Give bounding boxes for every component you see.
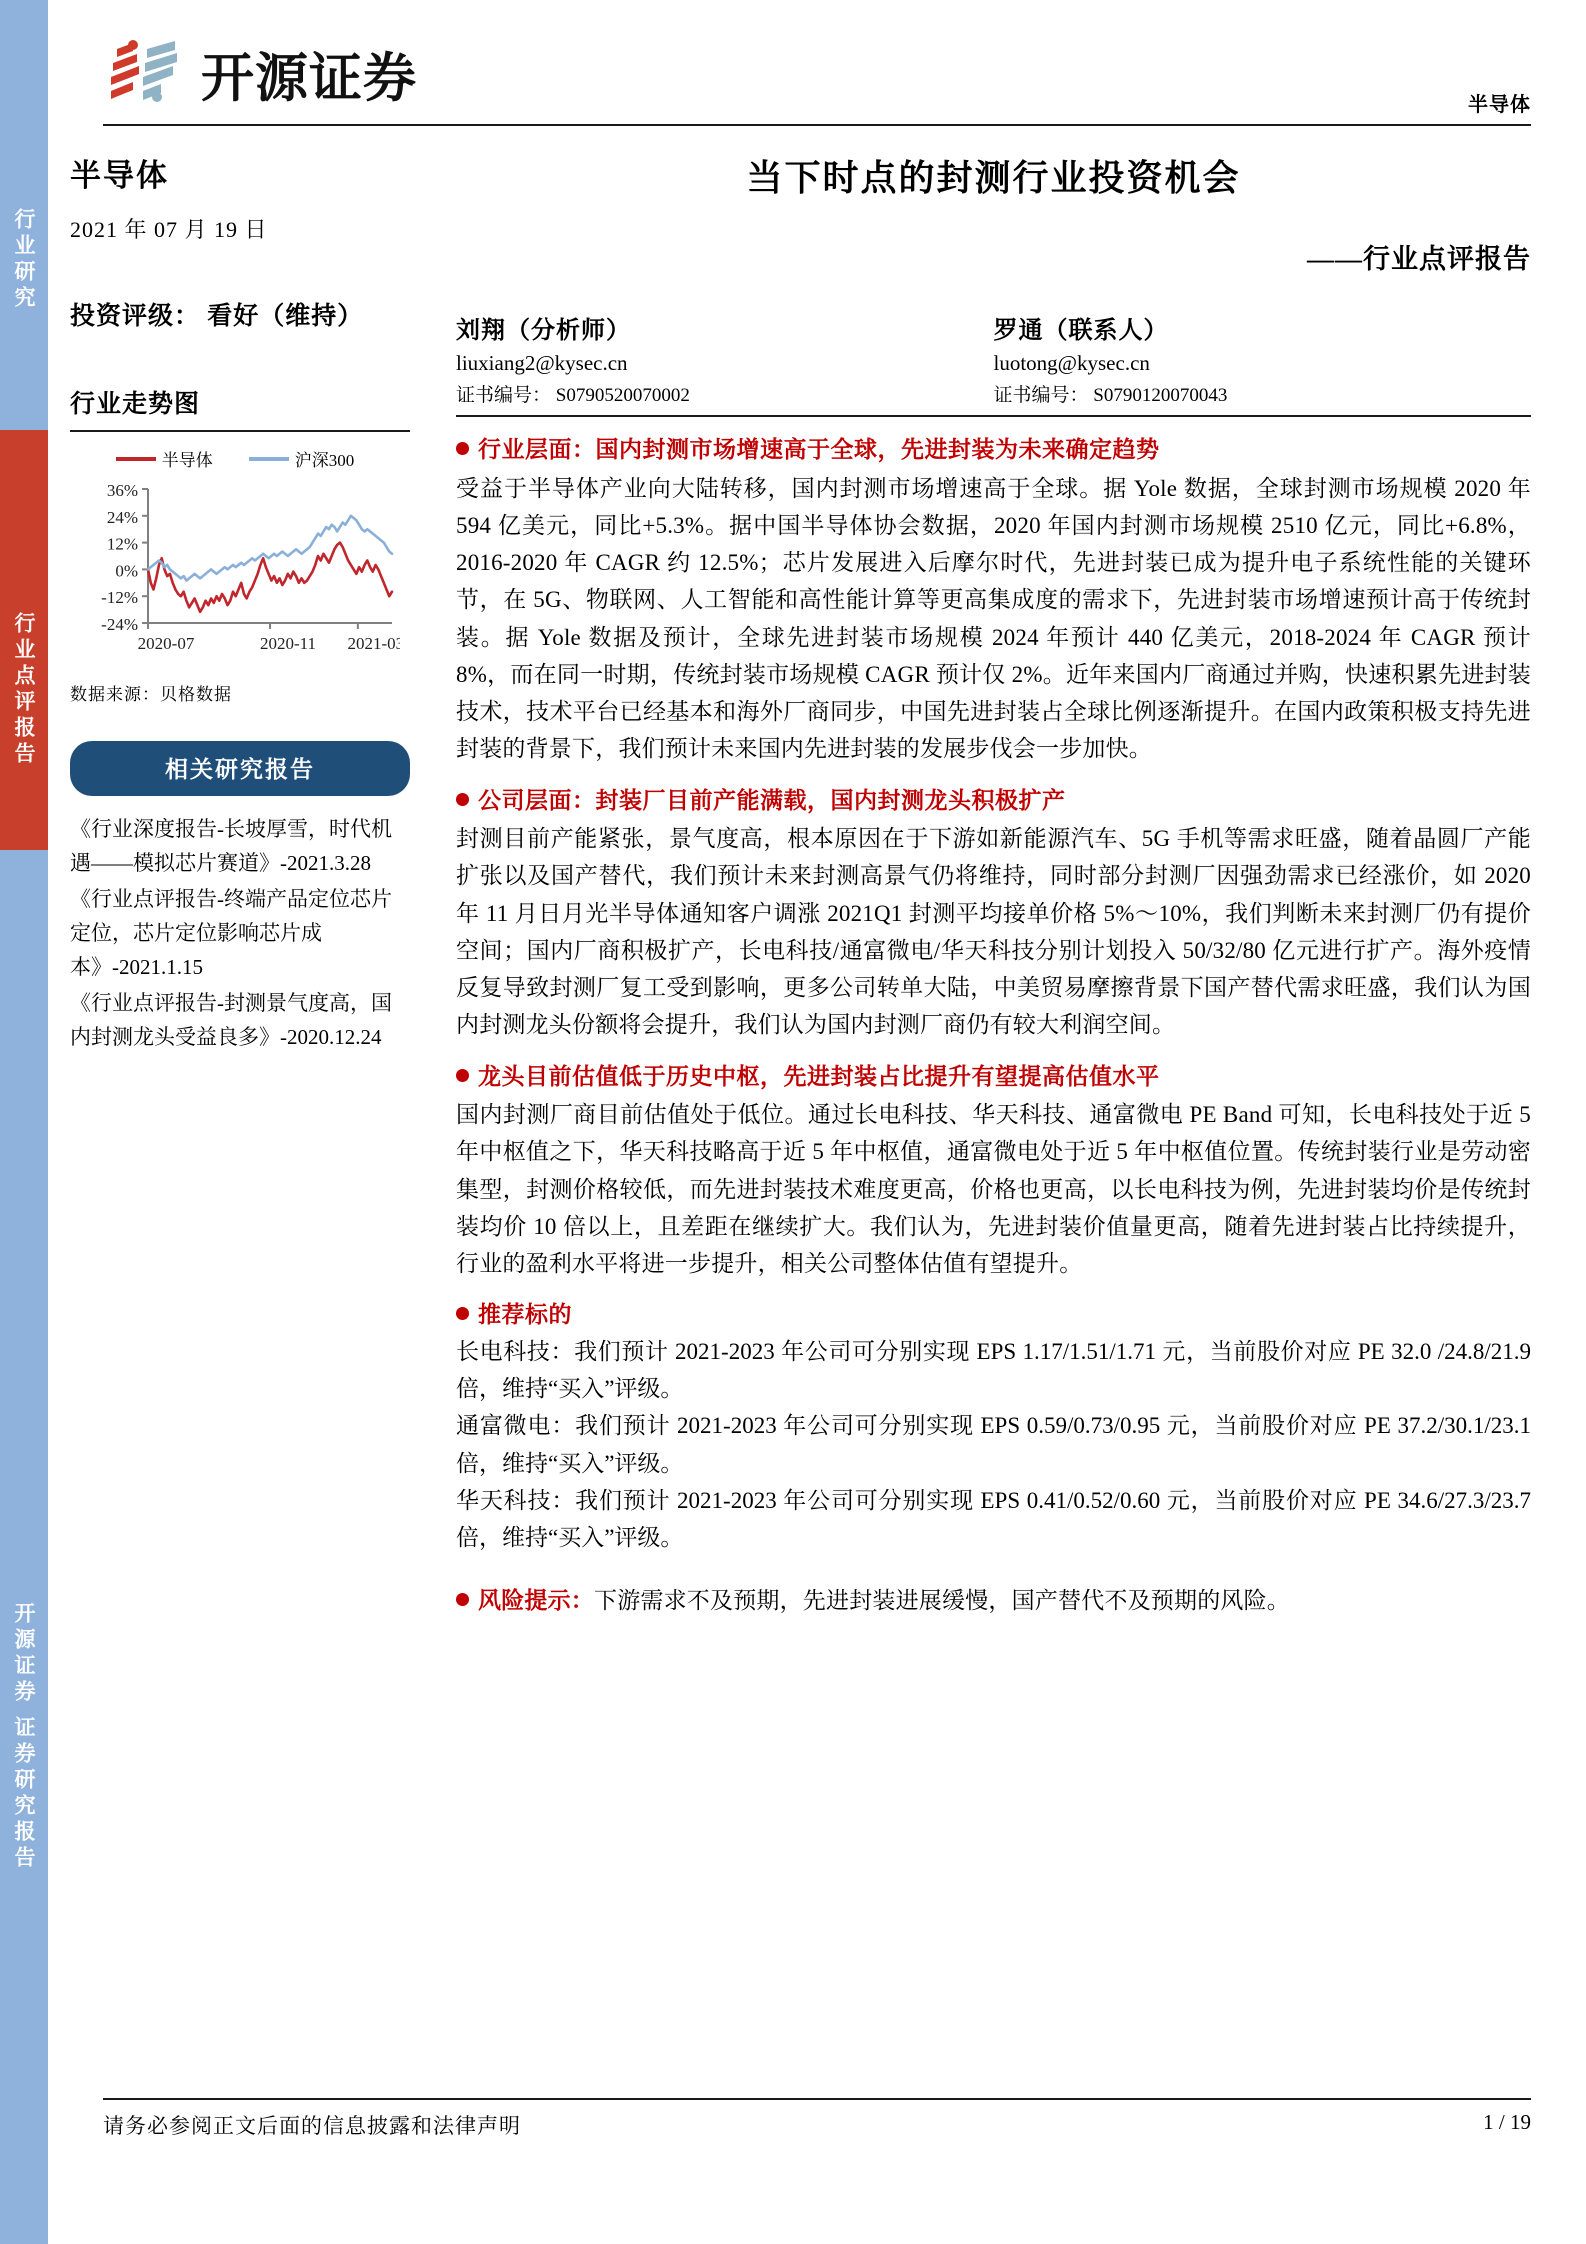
ribbon-label-industry-research: 行业研究 [12,208,36,312]
picks-list [456,1333,1531,1557]
related-reports-list [70,812,410,1054]
chart-legend [70,446,400,471]
analyst-0 [456,310,994,407]
legend-item-1 [249,446,355,471]
trend-title-divider [70,430,410,432]
sector-name: 半导体 [70,158,169,193]
svg-text:2021-03: 2021-03 [347,634,400,653]
section-heading-row [456,1060,1531,1095]
picks-heading: 推荐标的 [478,1302,572,1328]
section-body: 受益于半导体产业向大陆转移，国内封测市场增速高于全球。据 Yole 数据，全球封测市场规模 2020 年 594 亿美元，同比+5.3%。据中国半导体协会数据，2020 年国内封测市场规模 2510 亿元，同比+6.8%，2016-2020 年 CAGR 约 12.5%；芯片发展进入后摩尔时代，先进封装已成为提升电子系统性能的关键环节，在 5G、物联网、人工智能和高性能计算等更高集成度的需求下，先进封装市场增速预计高于传统封装。据 Yole 数据及预计，全球先进封装市场规模 2024 年预计 440 亿美元，2018-2024 年 CAGR 预计 8%，而在同一时期，传统封装市场规模 CAGR 预计仅 2%。近年来国内厂商通过并购，快速积累先进封装技术，技术平台已经基本和海外厂商同步，中国先进封装占全球比例逐渐提升。在国内政策积极支持先进封装的背景下，我们预计未来国内先进封装的发展步伐会一步加快。 [456,475,1531,762]
analyst-name-0: 刘翔（分析师） [456,318,631,344]
svg-text:12%: 12% [106,534,138,554]
page-title: 当下时点的封测行业投资机会 [746,158,1241,198]
report-section [456,1060,1531,1283]
pick-item: 华天科技：我们预计 2021-2023 年公司可分别实现 EPS 0.41/0.52/0.60 元，当前股价对应 PE 34.6/27.3/23.7 倍，维持“买入”评级。 [456,1487,1531,1550]
footer-disclaimer: 请务必参阅正文后面的信息披露和法律声明 [103,2114,521,2138]
publish-date: 2021 年 07 月 19 日 [70,217,268,242]
analyst-block [456,310,1531,407]
section-body: 国内封测厂商目前估值处于低位。通过长电科技、华天科技、通富微电 PE Band 可知，长电科技处于近 5 年中枢值之下，华天科技略高于近 5 年中枢值，通富微电处于近 5 年中枢值位置。传统封装行业是劳动密集型，封测价格较低，而先进封装技术难度更高，价格也更高，以长电科技为例，先进封装均价是传统封装均价 10 倍以上，且差距在继续扩大。我们认为，先进封装价值量更高，随着先进封装占比持续提升，行业的盈利水平将进一步提升，相关公司整体估值有望提升。 [456,1102,1531,1276]
section-heading-row [456,784,1531,819]
risk-body: 下游需求不及预期，先进封装进展缓慢，国产替代不及预期的风险。 [594,1588,1290,1614]
svg-text:24%: 24% [106,507,138,527]
section-heading: 公司层面：封装厂目前产能满载，国内封测龙头积极扩产 [478,787,1066,813]
svg-text:36%: 36% [106,481,138,500]
document-page [48,0,1586,2244]
recommended-picks-section [456,1298,1531,1556]
svg-text:-12%: -12% [101,588,138,608]
svg-text:2020-07: 2020-07 [137,634,195,653]
header-divider [103,124,1531,126]
legend-swatch-1 [249,457,289,461]
analyst-email-1[interactable]: luotong@kysec.cn [993,351,1150,375]
related-reports-banner: 相关研究报告 [70,741,410,796]
investment-rating: 投资评级： 看好（维持） [70,303,364,330]
ribbon-label-report-type: 行业点评报告 [12,612,36,768]
industry-trend-chart [70,446,400,670]
legend-item-0 [116,446,213,471]
main-content [456,150,1531,1620]
ribbon-segment-report-type [0,430,48,850]
analyst-cert-1: 证书编号： S0790120070043 [993,385,1228,406]
report-section [456,433,1531,768]
brand-logo [103,32,417,116]
legend-label-1: 沪深300 [294,451,355,470]
legend-label-0: 半导体 [161,451,213,470]
bullet-icon [456,1069,469,1082]
pick-item: 通富微电：我们预计 2021-2023 年公司可分别实现 EPS 0.59/0.73/0.95 元，当前股价对应 PE 37.2/30.1/23.1 倍，维持“买入”评级。 [456,1413,1531,1476]
risk-heading: 风险提示： [478,1588,594,1614]
left-column [70,150,410,1056]
chart-canvas [70,475,400,665]
ribbon-label-brand: 开源证券 证券研究报告 [12,1601,36,1873]
picks-heading-row [456,1298,1531,1333]
analyst-email-0[interactable]: liuxiang2@kysec.cn [456,351,628,375]
analyst-divider [456,415,1531,417]
related-report-item[interactable]: 《行业深度报告-长坡厚雪，时代机遇——模拟芯片赛道》-2021.3.28 [70,817,392,876]
svg-text:0%: 0% [115,561,138,581]
section-heading: 龙头目前估值低于历史中枢，先进封装占比提升有望提高估值水平 [478,1063,1160,1089]
ribbon-segment-industry-research [0,0,48,430]
svg-text:2020-11: 2020-11 [259,634,317,653]
logo-text: 开源证券 [201,48,417,109]
legend-swatch-0 [116,457,156,461]
report-sections [456,433,1531,1282]
risk-row [456,1582,1531,1619]
page-number: 1 / 19 [1483,2110,1531,2134]
pick-item: 长电科技：我们预计 2021-2023 年公司可分别实现 EPS 1.17/1.51/1.71 元，当前股价对应 PE 32.0 /24.8/21.9 倍，维持“买入”评级。 [456,1338,1531,1401]
analyst-cert-0: 证书编号： S0790520070002 [456,385,690,406]
risk-section [456,1582,1531,1619]
bullet-icon [456,1307,469,1320]
ribbon-segment-brand [0,850,48,2244]
bullet-icon [456,442,469,455]
related-report-item[interactable]: 《行业点评报告-封测景气度高，国内封测龙头受益良多》-2020.12.24 [70,991,392,1050]
analyst-1 [994,310,1532,407]
bullet-icon [456,1593,469,1606]
section-body: 封测目前产能紧张，景气度高，根本原因在于下游如新能源汽车、5G 手机等需求旺盛，随着晶圆厂产能扩张以及国产替代，我们预计未来封测高景气仍将维持，同时部分封测厂因强劲需求已经涨价，如 2020 年 11 月日月光半导体通知客户调涨 2021Q1 封测平均接单价格 5%～10%，我们判断未来封测厂仍有提价空间；国内厂商积极扩产，长电科技/通富微电/华天科技分别计划投入 50/32/80 亿元进行扩产。海外疫情反复导致封测厂复工受到影响，更多公司转单大陆，中美贸易摩擦背景下国产替代需求旺盛，我们认为国内封测龙头份额将会提升，我们认为国内封测厂商仍有较大利润空间。 [456,826,1531,1038]
trend-chart-title: 行业走势图 [70,391,201,418]
section-heading: 行业层面：国内封测市场增速高于全球，先进封装为未来确定趋势 [478,437,1160,462]
chart-source: 数据来源：贝格数据 [70,685,232,704]
side-ribbon [0,0,48,2244]
section-heading-row [456,433,1531,468]
report-section [456,784,1531,1044]
analyst-name-1: 罗通（联系人） [993,318,1169,344]
footer-divider [103,2098,1531,2100]
page-subtitle: ——行业点评报告 [1307,244,1531,274]
header-sector-label: 半导体 [1468,94,1531,116]
bullet-icon [456,793,469,806]
logo-mark-icon [103,37,189,111]
svg-text:-24%: -24% [101,615,138,634]
related-report-item[interactable]: 《行业点评报告-终端产品定位芯片定位，芯片定位影响芯片成本》-2021.1.15 [70,887,392,980]
